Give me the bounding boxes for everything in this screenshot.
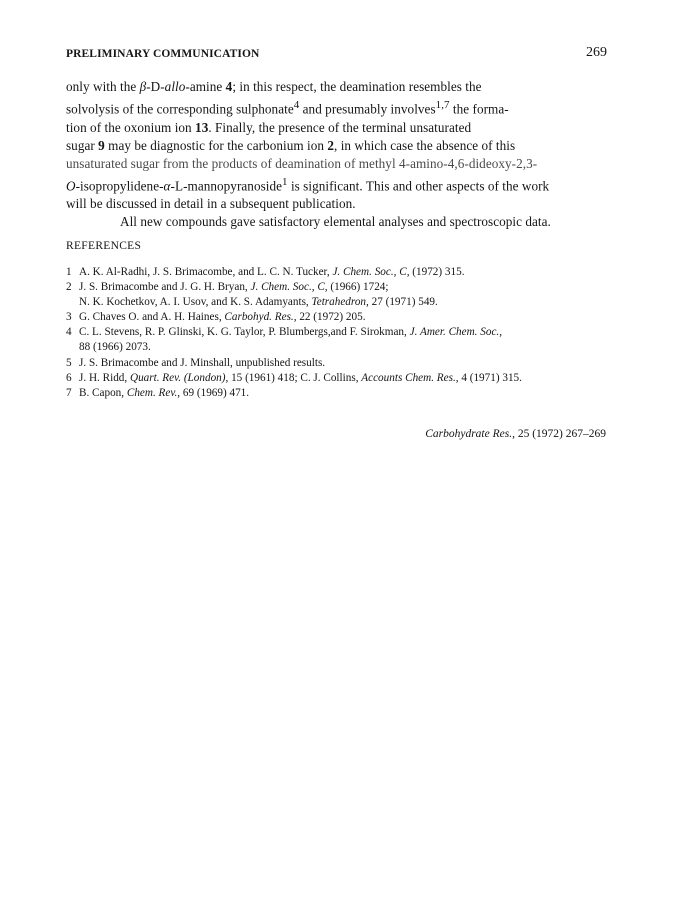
- reference-4-continued: 88 (1966) 2073.: [79, 341, 151, 354]
- body-line-5: unsaturated sugar from the products of deamination of methyl 4-amino-4,6-dideoxy-2,3-: [66, 155, 538, 171]
- reference-7: 7 B. Capon, Chem. Rev., 69 (1969) 471.: [66, 386, 250, 399]
- body-line-1: only with the β-D-allo-amine 4; in this respect, the deamination resembles the: [66, 79, 482, 94]
- reference-2-continued: N. K. Kochetkov, A. I. Usov, and K. S. Adamyants, Tetrahedron, 27 (1971) 549.: [79, 296, 438, 309]
- body-line-6: O-isopropylidene-α-L-mannopyranoside$^1$ is significant. This and other aspects of the work: [66, 175, 550, 194]
- body-line-4: sugar 9 may be diagnostic for the carbonium ion 2, in which case the absence of this: [66, 137, 516, 153]
- reference-6: 6 J. H. Ridd, Quart. Rev. (London), 15 (1961) 418; C. J. Collins, Accounts Chem. Res., 4 (1971) 315.: [66, 371, 522, 384]
- reference-3: 3 G. Chaves O. and A. H. Haines, Carbohyd. Res., 22 (1972) 205.: [66, 311, 366, 324]
- body-line-7: will be discussed in detail in a subsequent publication.: [66, 196, 356, 212]
- body-line-2: solvolysis of the corresponding sulphonate$^4$ and presumably involves$^{1,7}$ the forma-: [66, 99, 509, 117]
- reference-1: 1 A. K. Al-Radhi, J. S. Brimacombe, and L. C. N. Tucker, J. Chem. Soc., C, (1972) 315.: [66, 266, 465, 278]
- page-number: 269: [586, 45, 607, 60]
- reference-4: 4 C. L. Stevens, R. P. Glinski, K. G. Taylor, P. Blumbergs,and F. Sirokman, J. Amer. Chem. Soc.,: [66, 326, 503, 339]
- body-line-3: tion of the oxonium ion 13. Finally, the presence of the terminal unsaturated: [66, 119, 472, 135]
- body-line-8: All new compounds gave satisfactory elemental analyses and spectroscopic data.: [120, 214, 551, 230]
- running-head: [66, 45, 607, 66]
- references-heading: REFERENCES: [66, 240, 142, 252]
- body-paragraph: [66, 78, 612, 232]
- journal-citation: Carbohydrate Res., 25 (1972) 267–269: [425, 428, 606, 440]
- reference-2: 2 J. S. Brimacombe and J. G. H. Bryan, J. Chem. Soc., C, (1966) 1724;: [66, 281, 389, 294]
- running-head-title: PRELIMINARY COMMUNICATION: [66, 48, 260, 60]
- reference-5: 5 J. S. Brimacombe and J. Minshall, unpublished results.: [66, 356, 326, 369]
- references-list: [66, 265, 606, 401]
